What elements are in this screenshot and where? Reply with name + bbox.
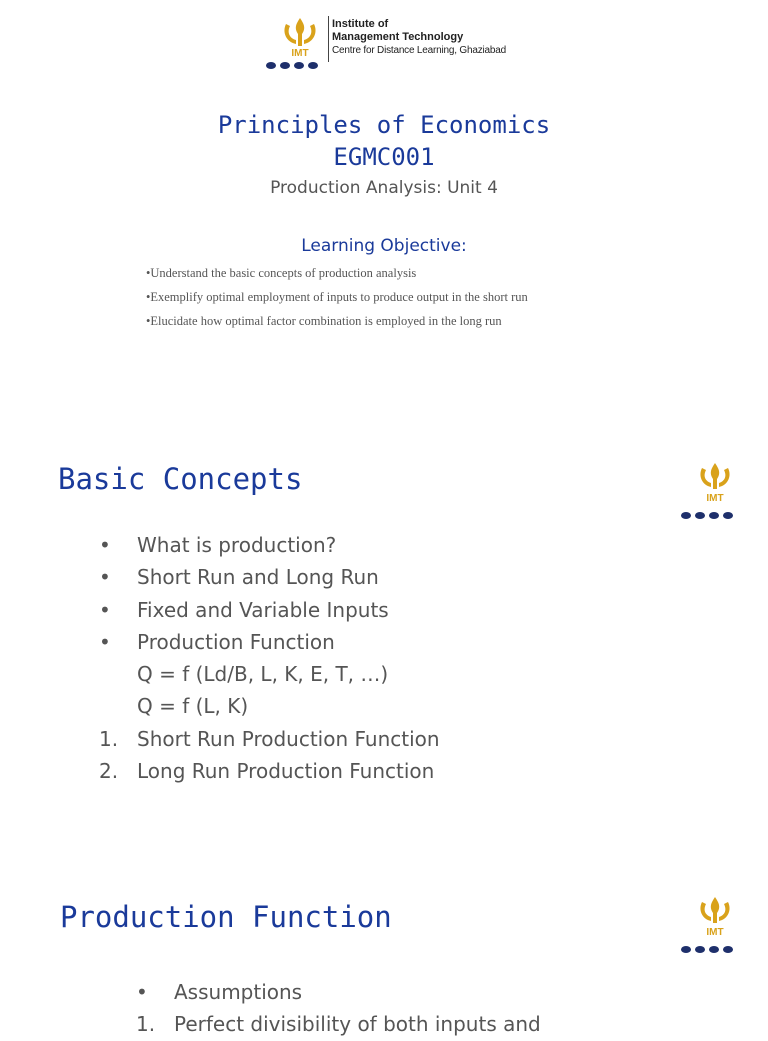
basic-concepts-list: [99, 529, 659, 787]
course-code: EGMC001: [333, 143, 435, 171]
unit-subtitle: Production Analysis: Unit 4: [270, 178, 498, 198]
list-item: Q = f (L, K): [137, 694, 249, 719]
logo-dots: [681, 946, 750, 953]
list-item: Q = f (Ld/B, L, K, E, T, …): [137, 662, 389, 687]
dot-icon: [681, 512, 691, 519]
dot-icon: [709, 512, 719, 519]
imt-emblem-icon: [680, 460, 750, 504]
logo-dots: [266, 62, 318, 69]
dot-icon: [709, 946, 719, 953]
list-item: 2. Long Run Production Function: [99, 759, 435, 784]
svg-text:IMT: IMT: [706, 493, 724, 504]
imt-emblem-icon: [276, 14, 324, 60]
svg-text:IMT: IMT: [291, 48, 309, 59]
org-line-2: Management Technology: [332, 31, 464, 43]
dot-icon: [723, 946, 733, 953]
list-item: • Assumptions: [136, 980, 303, 1004]
production-function-list: [136, 976, 736, 1041]
course-title: Principles of Economics: [217, 111, 551, 139]
org-name: [332, 18, 506, 57]
dot-icon: [695, 512, 705, 519]
org-line-1: Institute of: [332, 18, 389, 30]
dot-icon: [723, 512, 733, 519]
slide-title-production-function: Production Function: [60, 900, 392, 934]
list-item: 1. Perfect divisibility of both inputs and: [136, 1012, 541, 1037]
imt-emblem-icon: [680, 894, 750, 938]
logo-dots: [681, 512, 750, 519]
objective-item: •Exemplify optimal employment of inputs to produce output in the short run: [146, 290, 528, 304]
logo-divider: [328, 16, 329, 62]
list-item: • Short Run and Long Run: [99, 565, 379, 590]
dot-icon: [280, 62, 290, 69]
objective-heading: Learning Objective:: [301, 236, 467, 256]
imt-header-logo: [276, 14, 506, 74]
objective-item: •Elucidate how optimal factor combination is employed in the long run: [146, 314, 502, 328]
dot-icon: [681, 946, 691, 953]
imt-logo-small: [680, 894, 750, 954]
slide-title-basic-concepts: Basic Concepts: [58, 462, 303, 496]
list-item: • Production Function: [99, 629, 335, 654]
imt-logo-small: [680, 460, 750, 520]
list-item: • Fixed and Variable Inputs: [99, 597, 389, 622]
dot-icon: [695, 946, 705, 953]
dot-icon: [308, 62, 318, 69]
objective-item: •Understand the basic concepts of production analysis: [146, 266, 417, 280]
list-item: • What is production?: [99, 533, 337, 557]
org-line-3: Centre for Distance Learning, Ghaziabad: [332, 45, 506, 56]
list-item: 1. Short Run Production Function: [99, 726, 440, 751]
dot-icon: [294, 62, 304, 69]
dot-icon: [266, 62, 276, 69]
svg-text:IMT: IMT: [706, 927, 724, 938]
